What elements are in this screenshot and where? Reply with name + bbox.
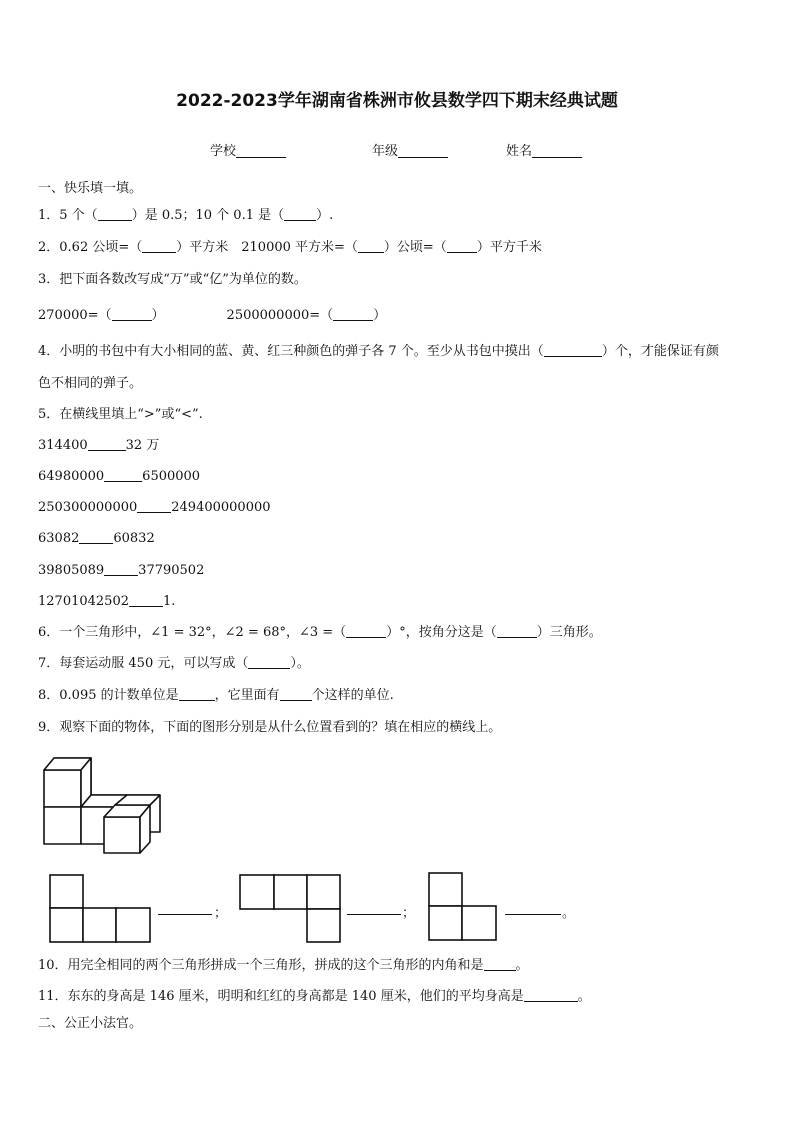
school-field [210,140,286,159]
q7-text-a: 7．每套运动服 450 元，可以写成（ [38,656,249,671]
q3-blank-2[interactable] [333,308,373,321]
compare-right: 6500000 [142,469,201,484]
view-square [307,875,340,909]
q2-blank-3[interactable] [447,240,477,253]
question-4 [38,344,719,360]
question-7 [38,656,310,672]
compare-blank[interactable] [137,500,171,513]
compare-row-2 [38,469,200,485]
compare-blank[interactable] [104,563,138,576]
q1-blank-1[interactable] [98,208,132,221]
q10-text-a: 10．用完全相同的两个三角形拼成一个三角形，拼成的这个三角形的内角和是 [38,958,484,973]
compare-blank[interactable] [79,531,113,544]
compare-left: 12701042502 [38,594,129,609]
question-4-cont: 色不相同的弹子。 [38,376,143,391]
view-figure-1 [49,874,152,944]
view-square [274,875,307,909]
compare-left: 314400 [38,438,88,453]
compare-blank[interactable] [104,469,142,482]
q6-text-c: ）三角形。 [536,625,602,640]
view-square [50,908,83,942]
grade-blank[interactable] [398,144,448,158]
q11-blank-1[interactable] [524,989,578,1002]
cube-face [44,770,81,807]
question-1 [38,208,333,224]
grade-field [372,140,448,159]
question-5: 5．在横线里填上“>”或“<”. [38,407,203,422]
q2-text-a: 2．0.62 公顷=（ [38,240,143,255]
view-square [429,873,462,906]
q1-text-a: 1．5 个（ [38,208,98,223]
grade-label: 年级 [372,144,399,159]
q2-text-d: ）平方千米 [476,240,542,255]
view-figure-3 [428,872,498,942]
q6-text-a: 6．一个三角形中，∠1 = 32°，∠2 = 68°，∠3 =（ [38,625,347,640]
question-3: 3．把下面各数改写成“万”或“亿”为单位的数。 [38,272,307,287]
q6-blank-1[interactable] [346,625,386,638]
compare-row-3 [38,500,271,516]
q1-blank-2[interactable] [284,208,316,221]
compare-blank[interactable] [129,594,163,607]
school-blank[interactable] [236,144,286,158]
compare-left: 250300000000 [38,500,138,515]
end-punct: 。 [562,906,576,921]
q2-blank-1[interactable] [142,240,176,253]
q2-text-c: ）公顷=（ [383,240,447,255]
view-2-answer-blank[interactable] [347,902,401,915]
compare-row-1 [38,438,159,454]
view-square [462,906,496,940]
compare-left: 64980000 [38,469,105,484]
q11-text-a: 11．东东的身高是 146 厘米，明明和红红的身高都是 140 厘米，他们的平均身高是 [38,989,524,1004]
question-2 [38,240,542,256]
q1-text-b: ）是 0.5；10 个 0.1 是（ [131,208,285,223]
compare-left: 39805089 [38,563,105,578]
q2-blank-2[interactable] [358,240,384,253]
q4-text-b: ）个，才能保证有颜 [601,344,719,359]
compare-right: 249400000000 [171,500,271,515]
q8-text-b: ，它里面有 [214,688,280,703]
separator: ； [214,906,228,921]
q3-blank-1[interactable] [112,308,152,321]
question-6 [38,625,602,641]
view-1-answer-blank[interactable] [158,902,212,915]
name-field [506,140,582,159]
compare-right: 37790502 [138,563,205,578]
compare-left: 63082 [38,531,80,546]
question-9: 9．观察下面的物体，下面的图形分别是从什么位置看到的？填在相应的横线上。 [38,720,502,735]
name-label: 姓名 [506,144,533,159]
name-blank[interactable] [532,144,582,158]
q8-text-a: 8．0.095 的计数单位是 [38,688,179,703]
q6-text-b: ）°，按角分这是（ [386,625,497,640]
q11-text-b: 。 [577,989,591,1004]
q8-blank-1[interactable] [179,688,215,701]
compare-row-5 [38,563,204,579]
compare-row-6 [38,594,175,610]
view-square [240,875,274,909]
q3-text-c: 2500000000=（ [226,308,334,323]
q4-blank-1[interactable] [544,344,602,357]
compare-right: 32 万 [125,438,160,453]
q2-text-b: ）平方米 210000 平方米=（ [176,240,358,255]
question-10 [38,958,529,974]
cube-face [44,807,81,844]
view-square [116,908,150,942]
school-label: 学校 [210,144,237,159]
cube-stack-figure [40,758,165,858]
compare-blank[interactable] [88,438,126,451]
question-8 [38,688,394,704]
view-3-answer-blank[interactable] [505,902,561,915]
q8-blank-2[interactable] [280,688,312,701]
q8-text-c: 个这样的单位. [311,688,394,703]
section-heading-2: 二、公正小法官。 [38,1016,143,1031]
compare-right: 60832 [113,531,155,546]
view-figure-2 [239,874,342,944]
q4-text-a: 4．小明的书包中有大小相同的蓝、黄、红三种颜色的弹子各 7 个。至少从书包中摸出（ [38,344,544,359]
q6-blank-2[interactable] [497,625,537,638]
q3-text-d: ） [373,308,387,323]
q10-blank-1[interactable] [484,958,516,971]
separator: ； [402,906,416,921]
page-title: 2022-2023学年湖南省株洲市攸县数学四下期末经典试题 [176,91,618,111]
cube-face [104,817,140,853]
q3-text-a: 270000=（ [38,308,112,323]
q10-text-b: 。 [515,958,529,973]
view-square [429,906,462,940]
question-11 [38,989,591,1005]
view-square [83,908,116,942]
question-3-answers [38,308,386,324]
compare-right: 1. [162,594,176,609]
q3-text-b: ） [151,308,165,323]
section-heading-1: 一、快乐填一填。 [38,181,143,196]
q7-blank-1[interactable] [248,656,290,669]
q7-text-b: ）。 [290,656,310,671]
q1-text-c: ）. [316,208,334,223]
view-square [50,875,83,908]
view-square [307,909,340,942]
compare-row-4 [38,531,155,547]
